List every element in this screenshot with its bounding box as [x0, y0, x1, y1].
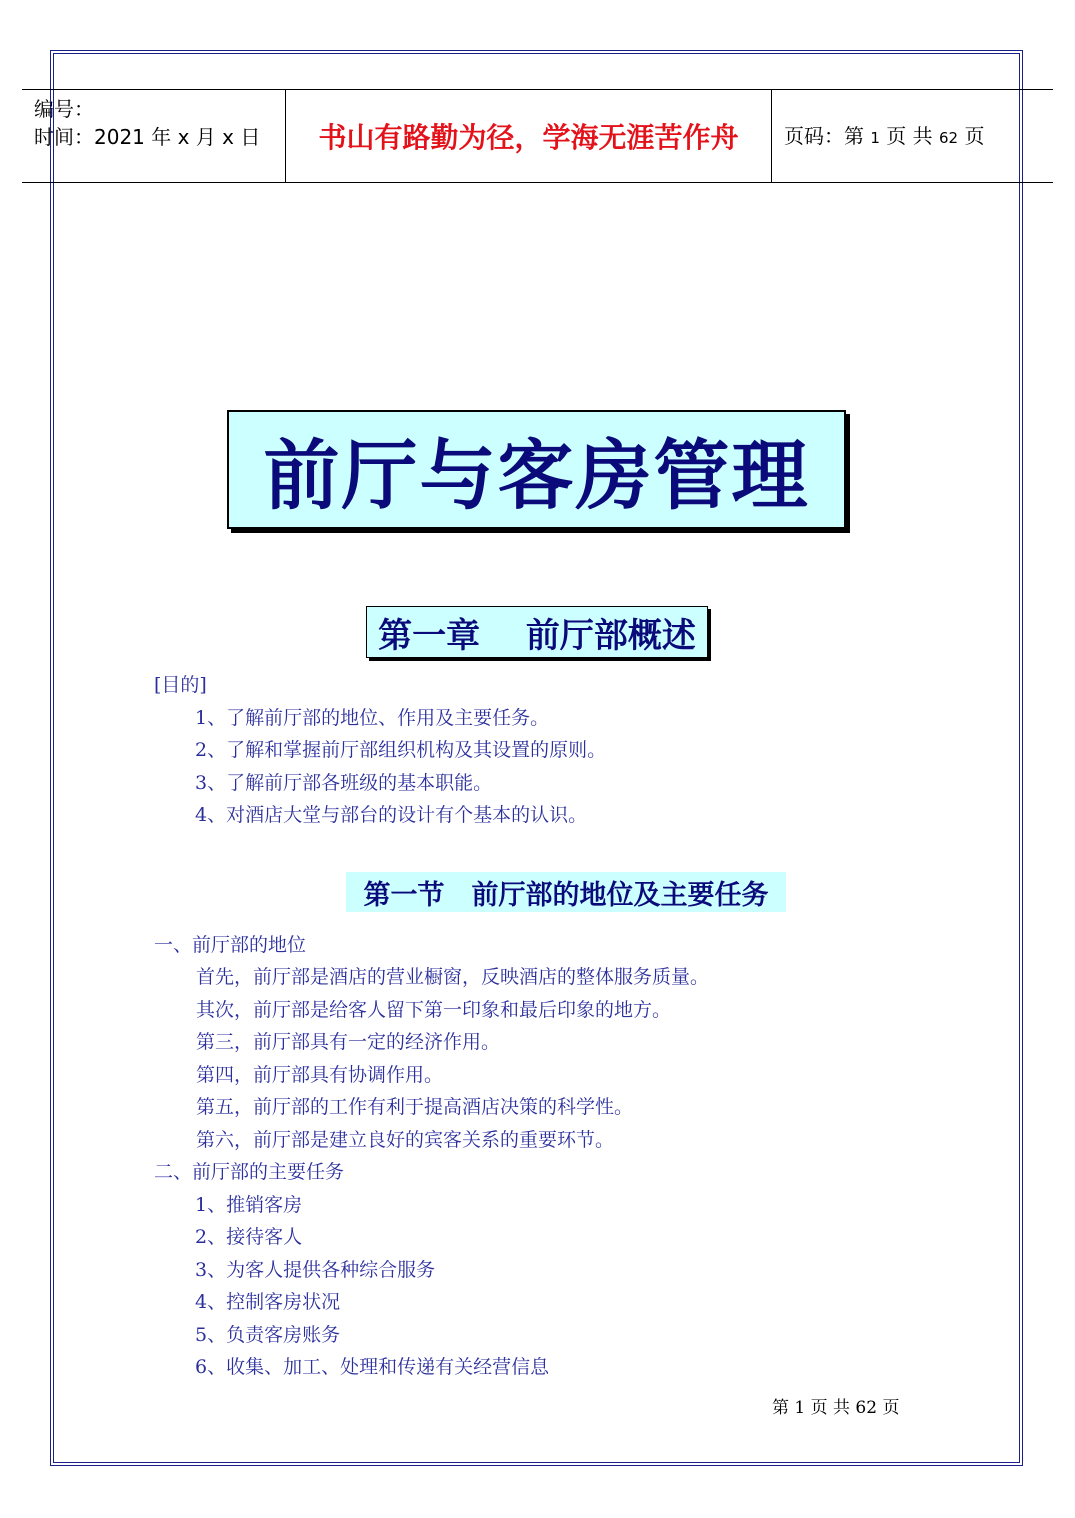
part1-item: 首先，前厅部是酒店的营业橱窗，反映酒店的整体服务质量。 [196, 966, 710, 988]
part2-item: 6、收集、加工、处理和传递有关经营信息 [195, 1356, 550, 1378]
page-current: 1 [870, 129, 880, 147]
objectives-heading: [目的] [154, 674, 207, 696]
document-title: 前厅与客房管理 [263, 431, 810, 520]
part1-item: 第三，前厅部具有一定的经济作用。 [196, 1031, 501, 1053]
part2-item: 2、接待客人 [195, 1226, 303, 1248]
objective-item: 1、了解前厅部的地位、作用及主要任务。 [195, 707, 550, 729]
time-label: 时间：2021 年 x 月 x 日 [34, 125, 261, 149]
header-bottom-rule [22, 182, 1053, 183]
part2-item: 5、负责客房账务 [195, 1324, 341, 1346]
part1-item: 第六，前厅部是建立良好的宾客关系的重要环节。 [196, 1129, 615, 1151]
page-code-prefix: 页码：第 [784, 124, 864, 148]
document-title-box [227, 410, 846, 529]
serial-label: 编号： [34, 97, 94, 121]
part2-item: 4、控制客房状况 [195, 1291, 341, 1313]
part1-item: 第五，前厅部的工作有利于提高酒店决策的科学性。 [196, 1096, 634, 1118]
objective-item: 4、对酒店大堂与部台的设计有个基本的认识。 [195, 804, 588, 826]
page-total: 62 [938, 129, 959, 147]
section-title: 第一节 前厅部的地位及主要任务 [363, 879, 769, 911]
motto-text: 书山有路勤为径，学海无涯苦作舟 [318, 121, 739, 154]
chapter-title-box [366, 606, 708, 658]
header-page-code [784, 120, 984, 149]
section-title-box [346, 872, 786, 912]
part1-item: 第四，前厅部具有协调作用。 [196, 1064, 444, 1086]
objective-item: 3、了解前厅部各班级的基本职能。 [195, 772, 493, 794]
part2-item: 1、推销客房 [195, 1194, 303, 1216]
page-footer: 第 1 页 共 62 页 [772, 1398, 900, 1418]
header-divider-right [771, 90, 772, 182]
part2-item: 3、为客人提供各种综合服务 [195, 1259, 436, 1281]
chapter-title: 第一章 前厅部概述 [378, 615, 696, 656]
page-code-mid: 页 共 [886, 124, 933, 148]
part1-item: 其次，前厅部是给客人留下第一印象和最后印象的地方。 [196, 999, 672, 1021]
header-motto [286, 90, 771, 182]
part1-heading: 一、前厅部的地位 [154, 934, 307, 956]
objective-item: 2、了解和掌握前厅部组织机构及其设置的原则。 [195, 739, 607, 761]
part2-heading: 二、前厅部的主要任务 [154, 1161, 345, 1183]
page-code-suffix: 页 [964, 124, 985, 148]
